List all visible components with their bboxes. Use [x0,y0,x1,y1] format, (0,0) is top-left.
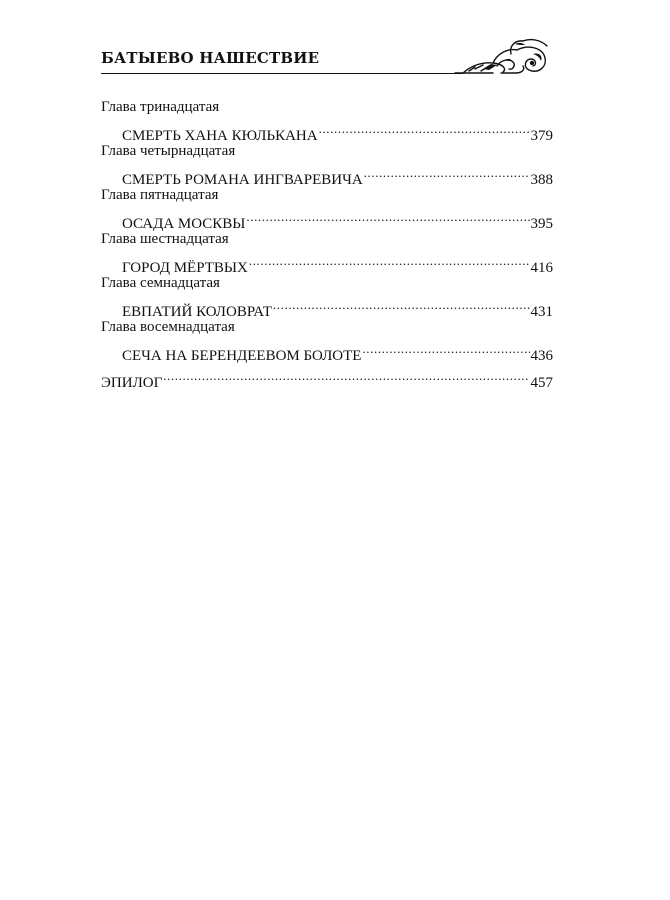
chapter-label: Глава тринадцатая [101,99,220,115]
toc-entry[interactable] [101,206,553,232]
toc-entry[interactable] [101,338,553,364]
toc-item [101,140,553,188]
toc-item [101,316,553,364]
chapter-label: Глава шестнадцатая [101,231,229,247]
scroll-ornament-icon [453,36,553,76]
header-rule [101,73,463,74]
chapter-title: ОСАДА МОСКВЫ [122,216,246,232]
dot-leader [249,250,530,272]
chapter-title: ЕВПАТИЙ КОЛОВРАТ [122,304,272,320]
table-of-contents [101,96,553,391]
epilogue-title: ЭПИЛОГ [101,375,163,391]
page-header [101,36,553,76]
toc-item [101,272,553,320]
toc-item [101,96,553,144]
chapter-title: СМЕРТЬ РОМАНА ИНГВАРЕВИЧА [122,172,363,188]
chapter-label: Глава семнадцатая [101,275,220,291]
toc-entry-epilogue[interactable] [101,365,553,391]
toc-entry[interactable] [101,118,553,144]
page-number: 457 [530,375,553,391]
chapter-label: Глава четырнадцатая [101,143,236,159]
chapter-title: СЕЧА НА БЕРЕНДЕЕВОМ БОЛОТЕ [122,348,362,364]
chapter-label: Глава пятнадцатая [101,187,219,203]
page-number: 431 [530,304,553,320]
running-title: БАТЫЕВО НАШЕСТВИЕ [101,49,320,67]
dot-leader [163,365,529,387]
dot-leader [246,206,529,228]
page-number: 395 [530,216,553,232]
chapter-title: ГОРОД МЁРТВЫХ [122,260,248,276]
toc-entry[interactable] [101,294,553,320]
dot-leader [364,162,530,184]
toc-entry[interactable] [101,162,553,188]
chapter-title: СМЕРТЬ ХАНА КЮЛЬКАНА [122,128,318,144]
dot-leader [362,338,529,360]
page-number: 436 [530,348,553,364]
page-number: 416 [530,260,553,276]
chapter-label: Глава восемнадцатая [101,319,235,335]
dot-leader [319,118,530,140]
toc-item [101,228,553,276]
toc-entry[interactable] [101,250,553,276]
page-number: 388 [530,172,553,188]
page-number: 379 [530,128,553,144]
dot-leader [273,294,530,316]
